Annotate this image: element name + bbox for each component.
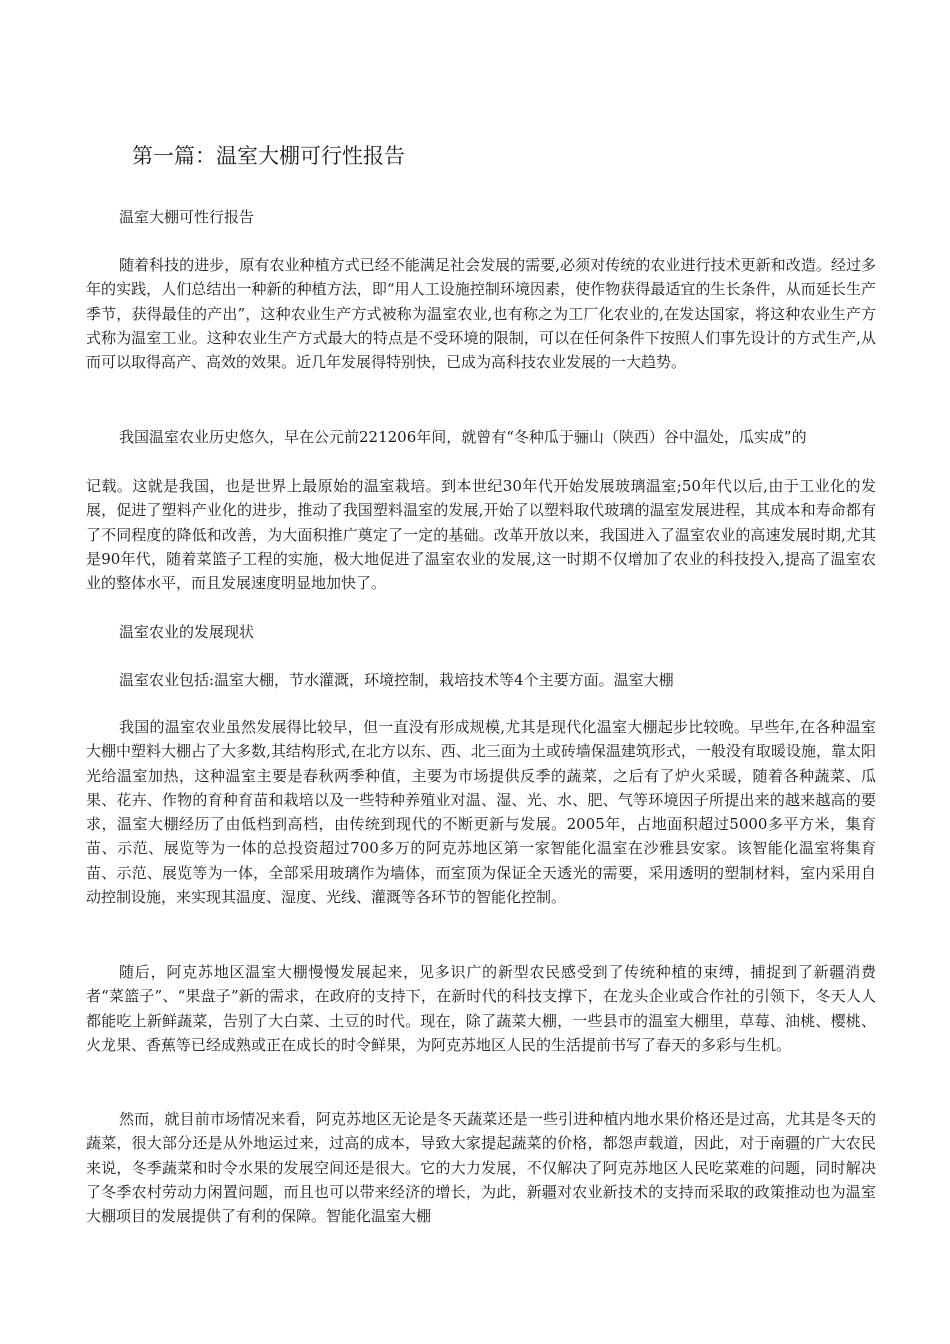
document-subtitle: 温室大棚可性行报告 <box>119 208 255 226</box>
paragraph-development: 我国的温室农业虽然发展得比较早，但一直没有形成规模,尤其是现代化温室大棚起步比较晚。早些年,在各种温室大棚中塑料大棚占了大多数,其结构形式,在北方以东、西、北三面为土或砖墙保温建筑形式，一般没有取暖设施，靠太阳光给温室加热，这种温室主要是春秋两季种值，主要为市场提供反季的蔬菜，之后有了炉火采暖，随着各种蔬菜、瓜果、花卉、作物的育种育苗和栽培以及一些特种养殖业对温、湿、光、水、肥、气等环境因子所提出来的越来越高的要求，温室大棚经历了由低档到高档，由传统到现代的不断更新与发展。2005年，占地面积超过5000多平方米，集育苗、示范、展览等为一体的总投资超过700多万的阿克苏地区第一家智能化温室在沙雅县安家。该智能化温室将集育苗、示范、展览等为一体，全部采用玻璃作为墙体，而室顶为保证全天透光的需要，采用透明的塑制材料，室内采用自动控制设施，来实现其温度、湿度、光线、灌溉等各环节的智能化控制。 <box>86 718 876 907</box>
paragraph-intro: 随着科技的进步，原有农业种植方式已经不能满足社会发展的需要,必须对传统的农业进行技术更新和改造。经过多年的实践，人们总结出一种新的种植方法，即“用人工设施控制环境因素，使作物获得最适宜的生长条件，从而延长生产季节，获得最佳的产出”，这种农业生产方式被称为温室农业,也有称之为工厂化农业的,在发达国家，将这种农业生产方式称为温室工业。这种农业生产方式最大的特点是不受环境的限制，可以在任何条件下按照人们事先设计的方式生产,从而可以取得高产、高效的效果。近几年发展得特别快，已成为高科技农业发展的一大趋势。 <box>86 256 876 372</box>
paragraph-aksu: 随后，阿克苏地区温室大棚慢慢发展起来，见多识广的新型农民感受到了传统种植的束缚，捕捉到了新疆消费者“菜篮子”、“果盘子”新的需求，在政府的支持下，在新时代的科技支撑下，在龙头企业或合作社的引领下，冬天人人都能吃上新鲜蔬菜，告别了大白菜、土豆的时代。现在，除了蔬菜大棚，一些县市的温室大棚里，草莓、油桃、樱桃、火龙果、香蕉等已经成熟或正在成长的时令鲜果，为阿克苏地区人民的生活提前书写了春天的多彩与生机。 <box>86 963 876 1054</box>
section-heading: 温室农业的发展现状 <box>119 623 255 641</box>
paragraph-history-start: 我国温室农业历史悠久，早在公元前221206年间，就曾有“冬种瓜于骊山（陕西）谷中温处，瓜实成”的 <box>119 428 807 446</box>
paragraph-history-continued: 记载。这就是我国，也是世界上最原始的温室栽培。到本世纪30年代开始发展玻璃温室;50年代以后,由于工业化的发展，促进了塑料产业化的进步，推动了我国塑料温室的发展,开始了以塑料取代玻璃的温室发展进程，其成本和寿命都有了不同程度的降低和改善，为大面积推广奠定了一定的基础。改革开放以来，我国进入了温室农业的高速发展时期,尤其是90年代，随着菜篮子工程的实施，极大地促进了温室农业的发展,这一时期不仅增加了农业的科技投入,提高了温室农业的整体水平，而且发展速度明显地加快了。 <box>86 477 876 593</box>
paragraph-market: 然而，就目前市场情况来看，阿克苏地区无论是冬天蔬菜还是一些引进种植内地水果价格还是过高，尤其是冬天的蔬菜，很大部分还是从外地运过来，过高的成本，导致大家提起蔬菜的价格，都怨声载道，因此，对于南疆的广大农民来说，冬季蔬菜和时令水果的发展空间还是很大。它的大力发展，不仅解决了阿克苏地区人民吃菜难的问题，同时解决了冬季农村劳动力闲置问题，而且也可以带来经济的增长，为此，新疆对农业新技术的支持而采取的政策推动也为温室大棚项目的发展提供了有利的保障。智能化温室大棚 <box>86 1110 876 1226</box>
document-title: 第一篇：温室大棚可行性报告 <box>132 144 405 168</box>
section-intro: 温室农业包括:温室大棚，节水灌溉，环境控制，栽培技术等4个主要方面。温室大棚 <box>119 671 674 689</box>
